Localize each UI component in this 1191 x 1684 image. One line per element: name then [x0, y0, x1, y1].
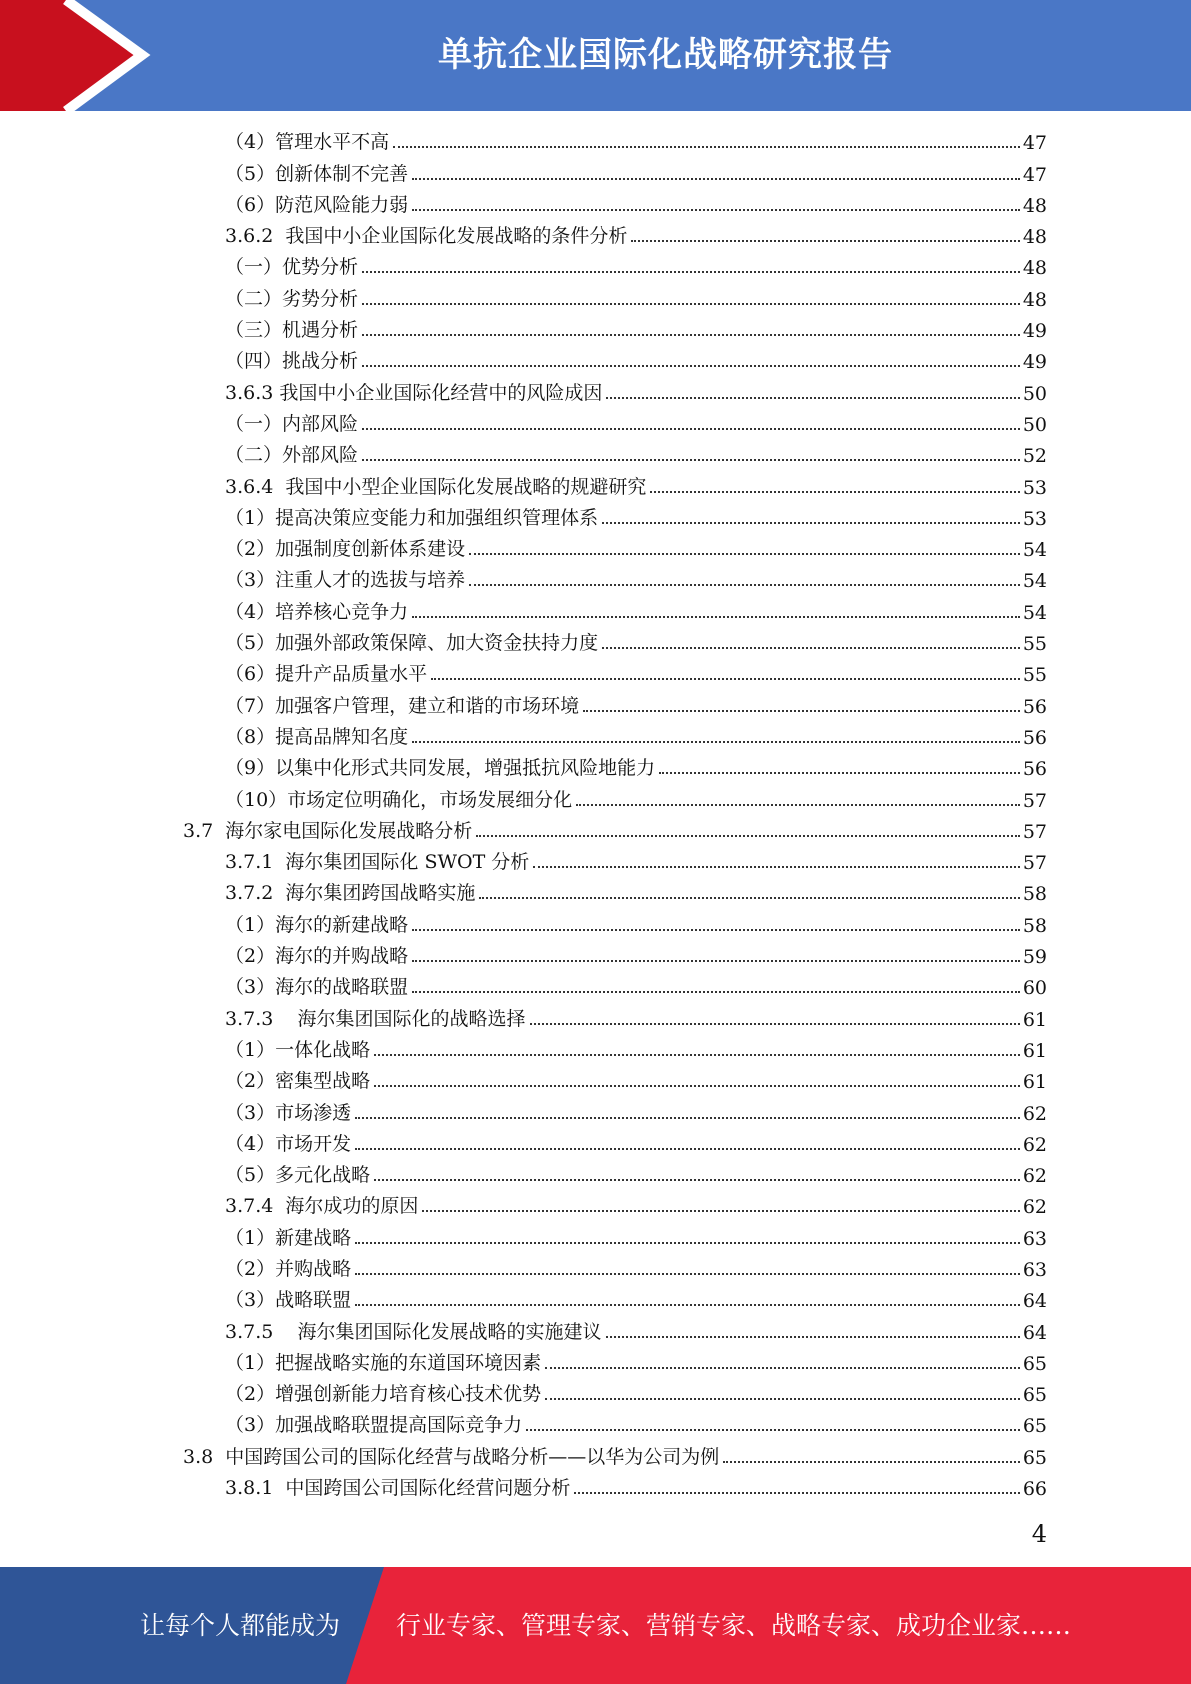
toc-dot-leader	[355, 1242, 1020, 1244]
toc-entry-title: （9）以集中化形式共同发展，增强抵抗风险地能力	[225, 753, 657, 780]
toc-entry-title: 3.7.4 海尔成功的原因	[225, 1191, 420, 1218]
toc-entry[interactable]	[0, 1410, 1191, 1441]
toc-entry[interactable]	[0, 878, 1191, 909]
toc-dot-leader	[374, 1085, 1020, 1087]
toc-entry-page: 61	[1022, 1071, 1047, 1094]
toc-entry[interactable]	[0, 1473, 1191, 1504]
page-footer	[0, 1567, 1191, 1684]
toc-entry-title: 3.6.3 我国中小企业国际化经营中的风险成因	[225, 378, 604, 405]
toc-entry-title: 3.8 中国跨国公司的国际化经营与战略分析——以华为公司为例	[183, 1442, 721, 1469]
toc-dot-leader	[355, 1304, 1020, 1306]
toc-entry[interactable]	[0, 816, 1191, 847]
toc-entry-title: （8）提高品牌知名度	[225, 722, 410, 749]
toc-dot-leader	[393, 146, 1020, 148]
toc-entry-page: 65	[1022, 1446, 1047, 1469]
toc-dot-leader	[545, 1367, 1020, 1369]
footer-slogan-left: 让每个人都能成为	[140, 1611, 341, 1640]
toc-entry[interactable]	[0, 690, 1191, 721]
toc-entry-title: 3.6.4 我国中小型企业国际化发展战略的规避研究	[225, 472, 648, 499]
toc-entry-page: 64	[1022, 1321, 1047, 1344]
toc-dot-leader	[602, 522, 1020, 524]
toc-entry[interactable]	[0, 784, 1191, 815]
toc-entry[interactable]	[0, 1160, 1191, 1191]
toc-entry-page: 61	[1022, 1008, 1047, 1031]
toc-dot-leader	[606, 397, 1019, 399]
toc-entry-page: 56	[1022, 758, 1047, 781]
toc-dot-leader	[545, 1398, 1020, 1400]
toc-dot-leader	[469, 553, 1020, 555]
toc-entry-title: 3.7.1 海尔集团国际化 SWOT 分析	[225, 847, 531, 874]
toc-entry[interactable]	[0, 1066, 1191, 1097]
toc-entry[interactable]	[0, 190, 1191, 221]
toc-dot-leader	[723, 1461, 1020, 1463]
toc-dot-leader	[476, 835, 1020, 837]
toc-entry[interactable]	[0, 315, 1191, 346]
toc-entry-title: 3.8.1 中国跨国公司国际化经营问题分析	[225, 1473, 572, 1500]
toc-entry-page: 63	[1022, 1227, 1047, 1250]
toc-entry-page: 53	[1022, 507, 1047, 530]
toc-entry-title: （3）海尔的战略联盟	[225, 972, 410, 999]
toc-dot-leader	[412, 929, 1020, 931]
toc-entry-page: 48	[1022, 288, 1047, 311]
toc-entry-page: 55	[1022, 633, 1047, 656]
toc-entry-page: 52	[1022, 445, 1047, 468]
toc-entry-title: （1）新建战略	[225, 1223, 353, 1250]
toc-dot-leader	[422, 1210, 1019, 1212]
toc-dot-leader	[576, 804, 1020, 806]
toc-entry-title: （4）管理水平不高	[225, 127, 391, 154]
toc-dot-leader	[362, 271, 1020, 273]
toc-entry-page: 62	[1022, 1133, 1047, 1156]
toc-entry-title: （2）并购战略	[225, 1254, 353, 1281]
toc-entry-page: 57	[1022, 852, 1047, 875]
toc-entry-title: （5）多元化战略	[225, 1160, 372, 1187]
toc-entry-title: （1）海尔的新建战略	[225, 910, 410, 937]
toc-dot-leader	[412, 960, 1020, 962]
toc-entry[interactable]	[0, 1254, 1191, 1285]
toc-entry-title: （6）防范风险能力弱	[225, 190, 410, 217]
toc-entry[interactable]	[0, 659, 1191, 690]
toc-entry-title: （2）加强制度创新体系建设	[225, 534, 467, 561]
toc-entry-title: （1）提高决策应变能力和加强组织管理体系	[225, 503, 600, 530]
toc-entry-page: 49	[1022, 320, 1047, 343]
toc-entry-page: 66	[1022, 1478, 1047, 1501]
toc-entry-title: （3）加强战略联盟提高国际竞争力	[225, 1410, 524, 1437]
toc-entry[interactable]	[0, 409, 1191, 440]
toc-entry[interactable]	[0, 565, 1191, 596]
toc-entry[interactable]	[0, 753, 1191, 784]
toc-dot-leader	[362, 334, 1020, 336]
toc-entry-title: （6）提升产品质量水平	[225, 659, 429, 686]
toc-entry-page: 58	[1022, 883, 1047, 906]
toc-dot-leader	[479, 897, 1019, 899]
toc-entry[interactable]	[0, 1003, 1191, 1034]
toc-entry[interactable]	[0, 1316, 1191, 1347]
toc-dot-leader	[526, 1429, 1020, 1431]
toc-entry-title: （二）外部风险	[225, 440, 360, 467]
toc-entry-page: 65	[1022, 1352, 1047, 1375]
report-title: 单抗企业国际化战略研究报告	[438, 35, 893, 75]
toc-dot-leader	[574, 1492, 1019, 1494]
toc-dot-leader	[362, 459, 1020, 461]
table-of-contents	[0, 127, 1191, 1504]
toc-entry-title: （5）加强外部政策保障、加大资金扶持力度	[225, 628, 600, 655]
toc-dot-leader	[469, 584, 1020, 586]
toc-entry-page: 61	[1022, 1039, 1047, 1062]
toc-entry-page: 62	[1022, 1165, 1047, 1188]
toc-entry[interactable]	[0, 941, 1191, 972]
toc-entry-page: 63	[1022, 1258, 1047, 1281]
toc-entry[interactable]	[0, 252, 1191, 283]
toc-entry[interactable]	[0, 1035, 1191, 1066]
toc-entry-page: 54	[1022, 570, 1047, 593]
toc-entry-title: （四）挑战分析	[225, 346, 360, 373]
toc-entry[interactable]	[0, 471, 1191, 502]
toc-entry-title: （2）海尔的并购战略	[225, 941, 410, 968]
toc-entry-page: 48	[1022, 257, 1047, 280]
toc-entry-title: （2）密集型战略	[225, 1066, 372, 1093]
toc-dot-leader	[533, 866, 1020, 868]
toc-entry-title: 3.7.3 海尔集团国际化的战略选择	[225, 1004, 528, 1031]
toc-entry-title: （5）创新体制不完善	[225, 159, 410, 186]
toc-entry[interactable]	[0, 440, 1191, 471]
toc-dot-leader	[602, 647, 1020, 649]
toc-dot-leader	[530, 1023, 1020, 1025]
footer-slogan-right: 行业专家、管理专家、营销专家、战略专家、成功企业家……	[396, 1611, 1072, 1640]
toc-dot-leader	[374, 1179, 1020, 1181]
toc-entry-title: 3.6.2 我国中小企业国际化发展战略的条件分析	[225, 221, 629, 248]
toc-entry-page: 49	[1022, 351, 1047, 374]
toc-entry-page: 48	[1022, 226, 1047, 249]
toc-entry-title: （4）培养核心竞争力	[225, 597, 410, 624]
toc-dot-leader	[583, 710, 1020, 712]
toc-entry[interactable]	[0, 377, 1191, 408]
toc-entry[interactable]	[0, 158, 1191, 189]
toc-entry-title: （1）把握战略实施的东道国环境因素	[225, 1348, 543, 1375]
toc-entry-title: （3）注重人才的选拔与培养	[225, 565, 467, 592]
toc-entry-page: 64	[1022, 1290, 1047, 1313]
toc-entry[interactable]	[0, 127, 1191, 158]
toc-entry[interactable]	[0, 722, 1191, 753]
toc-dot-leader	[355, 1148, 1020, 1150]
toc-entry[interactable]	[0, 221, 1191, 252]
toc-entry[interactable]	[0, 1379, 1191, 1410]
toc-entry-page: 62	[1022, 1102, 1047, 1125]
toc-entry-page: 55	[1022, 664, 1047, 687]
toc-entry[interactable]	[0, 503, 1191, 534]
toc-dot-leader	[362, 365, 1020, 367]
toc-entry-title: 3.7 海尔家电国际化发展战略分析	[183, 816, 474, 843]
toc-entry-page: 65	[1022, 1384, 1047, 1407]
toc-entry[interactable]	[0, 1222, 1191, 1253]
toc-entry-title: （三）机遇分析	[225, 315, 360, 342]
toc-dot-leader	[659, 772, 1020, 774]
toc-entry-page: 57	[1022, 820, 1047, 843]
toc-entry-page: 47	[1022, 132, 1047, 155]
toc-entry-title: （一）优势分析	[225, 252, 360, 279]
toc-dot-leader	[650, 491, 1019, 493]
toc-dot-leader	[355, 1273, 1020, 1275]
toc-entry-page: 50	[1022, 382, 1047, 405]
toc-entry-title: （1）一体化战略	[225, 1035, 372, 1062]
toc-dot-leader	[412, 209, 1020, 211]
toc-entry-title: （一）内部风险	[225, 409, 360, 436]
header-arrow-decoration	[0, 0, 160, 111]
toc-entry-page: 50	[1022, 413, 1047, 436]
toc-entry[interactable]	[0, 1441, 1191, 1472]
toc-entry-page: 48	[1022, 194, 1047, 217]
toc-entry-title: （3）战略联盟	[225, 1285, 353, 1312]
toc-entry-page: 56	[1022, 695, 1047, 718]
toc-entry[interactable]	[0, 1129, 1191, 1160]
toc-entry[interactable]	[0, 628, 1191, 659]
toc-dot-leader	[362, 428, 1020, 430]
toc-dot-leader	[412, 741, 1020, 743]
toc-entry[interactable]	[0, 847, 1191, 878]
toc-entry-title: 3.7.5 海尔集团国际化发展战略的实施建议	[225, 1317, 604, 1344]
toc-entry-page: 54	[1022, 539, 1047, 562]
toc-entry-title: 3.7.2 海尔集团跨国战略实施	[225, 878, 477, 905]
toc-entry-title: （4）市场开发	[225, 1129, 353, 1156]
toc-entry[interactable]	[0, 909, 1191, 940]
toc-entry-page: 54	[1022, 601, 1047, 624]
toc-dot-leader	[362, 303, 1020, 305]
toc-dot-leader	[355, 1117, 1020, 1119]
page-header	[0, 0, 1191, 111]
toc-entry[interactable]	[0, 283, 1191, 314]
toc-entry-page: 59	[1022, 946, 1047, 969]
page-number: 4	[1031, 1520, 1047, 1548]
toc-entry-page: 47	[1022, 163, 1047, 186]
toc-entry-title: （二）劣势分析	[225, 284, 360, 311]
toc-dot-leader	[606, 1336, 1020, 1338]
toc-entry-page: 65	[1022, 1415, 1047, 1438]
toc-dot-leader	[631, 240, 1019, 242]
toc-entry-title: （3）市场渗透	[225, 1098, 353, 1125]
toc-entry-page: 53	[1022, 476, 1047, 499]
toc-entry[interactable]	[0, 1348, 1191, 1379]
toc-entry-title: （2）增强创新能力培育核心技术优势	[225, 1379, 543, 1406]
toc-entry-page: 60	[1022, 977, 1047, 1000]
toc-dot-leader	[431, 678, 1020, 680]
toc-entry[interactable]	[0, 1191, 1191, 1222]
toc-entry[interactable]	[0, 972, 1191, 1003]
toc-entry[interactable]	[0, 1285, 1191, 1316]
toc-dot-leader	[412, 178, 1020, 180]
toc-entry-page: 62	[1022, 1196, 1047, 1219]
toc-entry-page: 56	[1022, 726, 1047, 749]
toc-entry-title: （10）市场定位明确化，市场发展细分化	[225, 785, 574, 812]
toc-entry[interactable]	[0, 346, 1191, 377]
toc-entry-page: 57	[1022, 789, 1047, 812]
toc-entry-page: 58	[1022, 914, 1047, 937]
toc-entry[interactable]	[0, 534, 1191, 565]
toc-entry-title: （7）加强客户管理，建立和谐的市场环境	[225, 691, 581, 718]
toc-entry[interactable]	[0, 596, 1191, 627]
toc-dot-leader	[374, 1054, 1020, 1056]
toc-entry[interactable]	[0, 1097, 1191, 1128]
toc-dot-leader	[412, 991, 1020, 993]
toc-dot-leader	[412, 616, 1020, 618]
